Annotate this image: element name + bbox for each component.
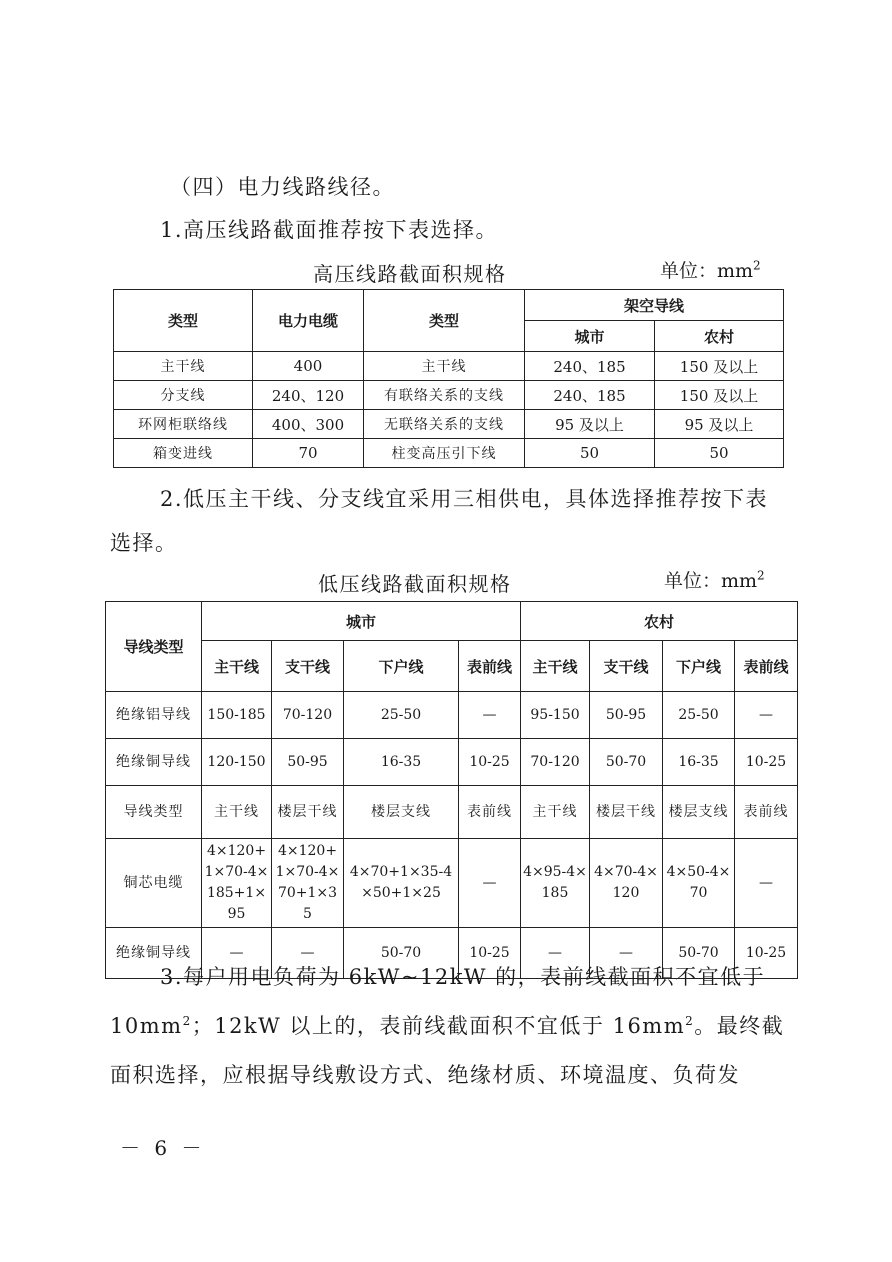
hv-cell-type2: 主干线: [364, 352, 525, 381]
hv-cell-city: 95 及以上: [525, 410, 655, 439]
hv-cell-city: 240、185: [525, 381, 655, 410]
lv-table-row: [106, 692, 798, 739]
lv-cell: 4×95-4×185: [521, 839, 590, 928]
lv-subheader-cell: 表前线: [735, 641, 798, 692]
hv-table-caption: 高压线路截面积规格: [313, 262, 507, 286]
lv-cell: 表前线: [459, 786, 521, 839]
lv-cell: 16-35: [344, 739, 459, 786]
hv-header-type2: 类型: [364, 290, 525, 352]
lv-cell: 主干线: [202, 786, 272, 839]
hv-table-body: [114, 352, 784, 468]
hv-cell-type: 分支线: [114, 381, 253, 410]
lv-cell: 主干线: [521, 786, 590, 839]
lv-cell: —: [590, 928, 663, 979]
lv-cell: 120-150: [202, 739, 272, 786]
lv-cell: —: [521, 928, 590, 979]
hv-header-city: 城市: [525, 321, 655, 352]
lv-subheader-cell: 表前线: [459, 641, 521, 692]
lv-cell: 4×120+1×70-4×185+1×95: [202, 839, 272, 928]
hv-spec-table: [113, 289, 784, 468]
lv-header-rural: 农村: [521, 602, 798, 641]
lv-cell: 25-50: [663, 692, 735, 739]
lv-cell: 楼层支线: [344, 786, 459, 839]
lv-cell: 50-70: [344, 928, 459, 979]
lv-table-body: [106, 692, 798, 979]
lv-cell: 70-120: [272, 692, 344, 739]
lv-cell: 楼层干线: [590, 786, 663, 839]
paragraph-3: 3.每户用电负荷为 6kW~12kW 的，表前线截面积不宜低于 $10mm^2$；12kW 以上的，表前线截面积不宜低于 $16mm^2$。最终截面积选择，应根据导线敷设方式、绝缘材质、环境温度、负荷发: [110, 965, 785, 1087]
hv-cell-type2: 无联络关系的支线: [364, 410, 525, 439]
hv-cell-cable: 400: [253, 352, 364, 381]
hv-cell-type: 箱变进线: [114, 439, 253, 468]
hv-cell-rural: 50: [655, 439, 784, 468]
lv-row-label: 铜芯电缆: [106, 839, 202, 928]
lv-cell: —: [459, 692, 521, 739]
hv-header-rural: 农村: [655, 321, 784, 352]
hv-cell-rural: 150 及以上: [655, 352, 784, 381]
lv-subheader-cell: 支干线: [590, 641, 663, 692]
paragraph-1: 1.高压线路截面推荐按下表选择。: [160, 218, 499, 242]
hv-cell-type2: 柱变高压引下线: [364, 439, 525, 468]
lv-subheader-row: [106, 641, 798, 692]
hv-cell-type: 主干线: [114, 352, 253, 381]
hv-cell-type: 环网柜联络线: [114, 410, 253, 439]
hv-cell-city: 240、185: [525, 352, 655, 381]
lv-cell: 50-70: [663, 928, 735, 979]
lv-spec-table: [105, 601, 798, 979]
hv-cell-type2: 有联络关系的支线: [364, 381, 525, 410]
section-heading: （四）电力线路线径。: [170, 175, 395, 199]
lv-cell: 4×70-4×120: [590, 839, 663, 928]
lv-cell: 25-50: [344, 692, 459, 739]
lv-subheader-cell: 主干线: [202, 641, 272, 692]
lv-subheader-cell: 支干线: [272, 641, 344, 692]
lv-cell: 95-150: [521, 692, 590, 739]
lv-cell: 150-185: [202, 692, 272, 739]
lv-subheader-cell: 下户线: [663, 641, 735, 692]
lv-row-label: 绝缘铜导线: [106, 739, 202, 786]
lv-row-label: 绝缘铝导线: [106, 692, 202, 739]
hv-cell-cable: 400、300: [253, 410, 364, 439]
hv-header-type: 类型: [114, 290, 253, 352]
hv-cell-rural: 150 及以上: [655, 381, 784, 410]
lv-table-unit: 单位：$mm^2$: [664, 568, 765, 592]
lv-header-wire-type: 导线类型: [106, 602, 202, 692]
lv-table-caption: 低压线路截面积规格: [318, 572, 512, 596]
lv-cell: 楼层干线: [272, 786, 344, 839]
lv-cell: —: [272, 928, 344, 979]
hv-table-row: [114, 352, 784, 381]
lv-cell: 16-35: [663, 739, 735, 786]
lv-cell: 4×120+1×70-4×70+1×35: [272, 839, 344, 928]
lv-cell: 10-25: [735, 739, 798, 786]
paragraph-2: 2.低压主干线、分支线宜采用三相供电，具体选择推荐按下表选择。: [110, 487, 769, 555]
lv-cell: 70-120: [521, 739, 590, 786]
lv-cell: —: [459, 839, 521, 928]
lv-cell: —: [202, 928, 272, 979]
lv-cell: 楼层支线: [663, 786, 735, 839]
lv-row-label: 导线类型: [106, 786, 202, 839]
lv-table-row: [106, 739, 798, 786]
lv-cell: —: [735, 692, 798, 739]
hv-cell-city: 50: [525, 439, 655, 468]
lv-subheader-cell: 下户线: [344, 641, 459, 692]
hv-header-overhead: 架空导线: [525, 290, 784, 321]
hv-cell-cable: 240、120: [253, 381, 364, 410]
lv-row-label: 绝缘铜导线: [106, 928, 202, 979]
lv-table-row: [106, 839, 798, 928]
page-number: － 6 －: [120, 1136, 206, 1160]
hv-cell-rural: 95 及以上: [655, 410, 784, 439]
lv-cell: —: [735, 839, 798, 928]
lv-table-row: [106, 786, 798, 839]
lv-cell: 50-95: [590, 692, 663, 739]
lv-cell: 表前线: [735, 786, 798, 839]
hv-table-row: [114, 439, 784, 468]
lv-cell: 10-25: [459, 928, 521, 979]
lv-header-city: 城市: [202, 602, 521, 641]
hv-header-cable: 电力电缆: [253, 290, 364, 352]
hv-table-row: [114, 410, 784, 439]
lv-cell: 4×70+1×35-4×50+1×25: [344, 839, 459, 928]
hv-cell-cable: 70: [253, 439, 364, 468]
lv-cell: 10-25: [735, 928, 798, 979]
lv-cell: 50-70: [590, 739, 663, 786]
hv-table-unit: 单位：$mm^2$: [660, 258, 761, 282]
hv-table-row: [114, 381, 784, 410]
lv-cell: 4×50-4×70: [663, 839, 735, 928]
lv-subheader-cell: 主干线: [521, 641, 590, 692]
lv-cell: 10-25: [459, 739, 521, 786]
lv-cell: 50-95: [272, 739, 344, 786]
